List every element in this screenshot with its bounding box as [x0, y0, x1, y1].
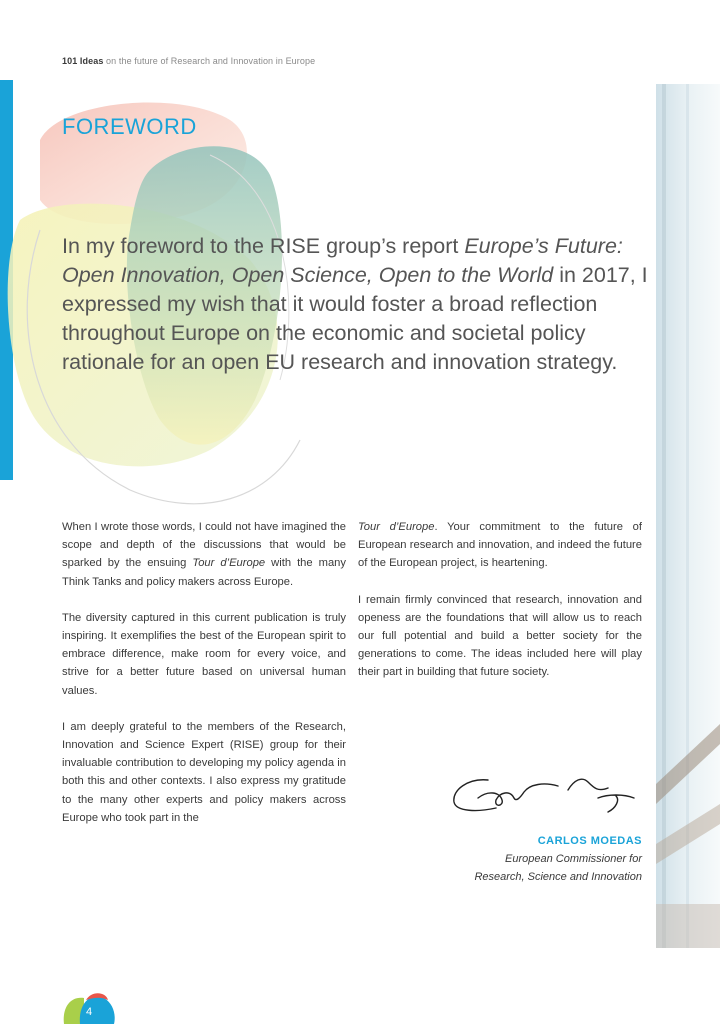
signatory-role-line-1: European Commissioner for [505, 853, 642, 865]
body-text: When I wrote those words, I could not have imagined the scope and depth of the discussions that would be sparked by the ensuing [62, 521, 346, 570]
body-text: with the many Think Tanks and policy makers across Europe. [62, 557, 346, 588]
intro-text-1: In my foreword to the RISE group’s report [62, 234, 465, 258]
running-head-text: on the future of Research and Innovation in Europe [106, 56, 316, 66]
handwritten-signature [448, 768, 648, 822]
intro-paragraph [62, 232, 652, 377]
body-paragraph-2: The diversity captured in this current publication is truly inspiring. It exemplifies the best of the European spirit to embrace difference, make room for every voice, and strive for a better future based on universal human values. [62, 611, 346, 697]
body-italic: Tour d’Europe [358, 521, 435, 533]
body-paragraph-1 [62, 518, 346, 591]
body-paragraph-3: I am deeply grateful to the members of the Research, Innovation and Science Expert (RISE) group for their invaluable contribution to developing my policy agenda in both this and other contexts. I also express my gratitude to the many other experts and policy makers across Europe who took part in the [62, 720, 346, 824]
body-paragraph-3-continued [358, 518, 642, 573]
page-number: 4 [86, 1006, 93, 1018]
body-italic: Tour d’Europe [192, 557, 266, 570]
signatory-name: CARLOS MOEDAS [537, 835, 642, 847]
running-head-bold: 101 Ideas [62, 56, 104, 66]
intro-text-2: in 2017, I expressed my wish that it would foster a broad reflection throughout Europe on the economic and societal policy rationale for an open EU research and innovation strategy. [62, 263, 648, 374]
signatory-block [474, 832, 642, 886]
running-head [62, 56, 315, 66]
side-photo-strip [656, 84, 720, 948]
right-column [358, 518, 642, 700]
body-paragraph-4: I remain firmly convinced that research, innovation and openess are the foundations that will allow us to reach our full potential and build a better society for the generations to come. The ideas included here will play their part in building that future society. [358, 593, 642, 679]
body-text: . Your commitment to the future of European research and innovation, and indeed the future of the European project, is heartening. [358, 521, 642, 570]
signatory-role-line-2: Research, Science and Innovation [474, 871, 642, 883]
left-column [62, 518, 346, 845]
page-title: FOREWORD [62, 114, 197, 139]
intro-report-title: Europe’s Future: Open Innovation, Open Science, Open to the World [62, 234, 623, 287]
